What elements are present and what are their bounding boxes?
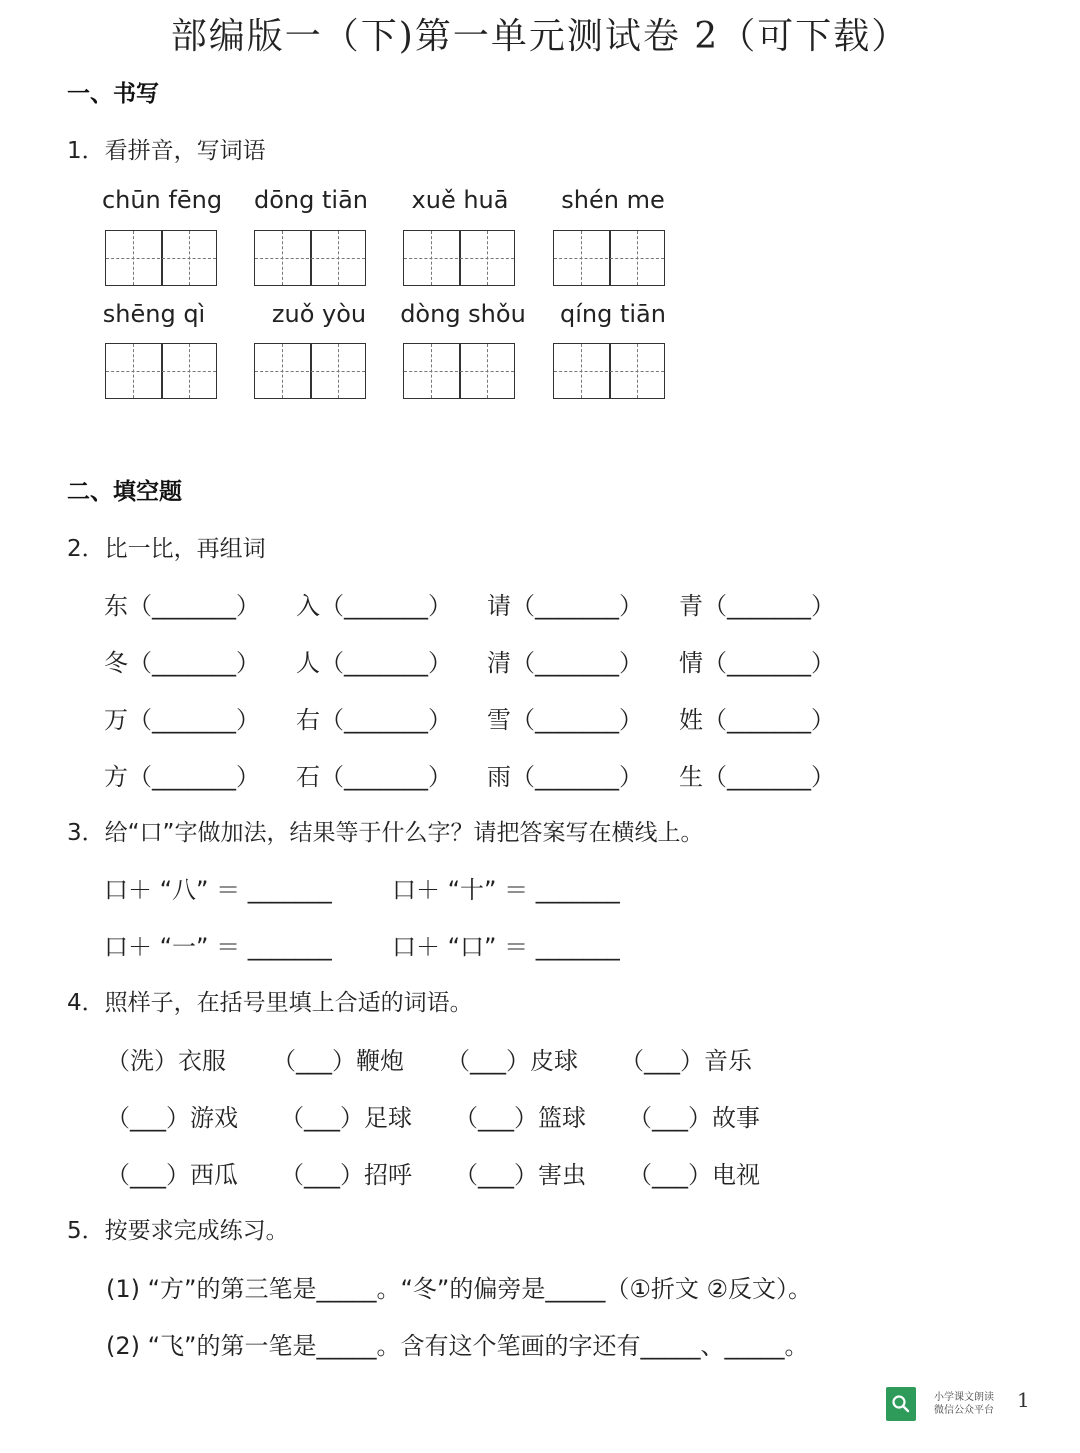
question-2-prompt: 2．比一比，再组词 [67,536,266,562]
addition-item[interactable]: 口＋ “一” ＝ _______ [104,933,332,961]
pinyin-label: dōng tiān [254,186,368,214]
question-3-prompt: 3．给“口”字做加法，结果等于什么字？请把答案写在横线上。 [67,820,704,846]
word-fill-item[interactable]: （___）音乐 [620,1047,752,1075]
word-fill-item[interactable]: （___）故事 [628,1104,760,1132]
wechat-platform-badge [886,1386,1014,1422]
compare-item[interactable]: 姓（_______） [679,706,835,734]
word-fill-item[interactable]: （洗）衣服 [106,1047,226,1075]
compare-item[interactable]: 冬（_______） [104,649,260,677]
tian-grid-box[interactable] [105,230,217,286]
addition-item[interactable]: 口＋ “十” ＝ _______ [392,876,620,904]
question-1-prompt: 1．看拼音，写词语 [67,138,266,164]
compare-item[interactable]: 请（_______） [487,592,643,620]
compare-item[interactable]: 方（_______） [104,763,260,791]
badge-line-1: 小学课文朗读 [934,1392,994,1403]
compare-item[interactable]: 青（_______） [679,592,835,620]
compare-item[interactable]: 入（_______） [296,592,452,620]
word-fill-item[interactable]: （___）电视 [628,1161,760,1189]
tian-grid-box[interactable] [254,343,366,399]
compare-item[interactable]: 万（_______） [104,706,260,734]
compare-item[interactable]: 雨（_______） [487,763,643,791]
pinyin-label: shēng qì [102,300,206,328]
word-fill-item[interactable]: （___）西瓜 [106,1161,238,1189]
question-4-prompt: 4．照样子，在括号里填上合适的词语。 [67,990,473,1016]
section-heading-fill-blank: 二、填空题 [67,479,182,505]
compare-item[interactable]: 雪（_______） [487,706,643,734]
pinyin-label: qíng tiān [560,300,666,328]
pinyin-label: xuě huā [411,186,509,214]
pinyin-label: dòng shǒu [400,300,526,328]
stroke-exercise-item[interactable]: (1) “方”的第三笔是_____。“冬”的偏旁是_____（①折文 ②反文）。 [106,1275,813,1303]
word-fill-item[interactable]: （___）皮球 [446,1047,578,1075]
word-fill-item[interactable]: （___）足球 [280,1104,412,1132]
compare-item[interactable]: 人（_______） [296,649,452,677]
compare-item[interactable]: 东（_______） [104,592,260,620]
compare-item[interactable]: 石（_______） [296,763,452,791]
page-number: 1 [1017,1388,1030,1412]
search-icon [886,1387,916,1421]
section-heading-writing: 一、书写 [67,81,159,107]
badge-line-2: 微信公众平台 [934,1405,994,1416]
tian-grid-box[interactable] [403,343,515,399]
addition-item[interactable]: 口＋ “口” ＝ _______ [392,933,620,961]
tian-grid-box[interactable] [403,230,515,286]
word-fill-item[interactable]: （___）害虫 [454,1161,586,1189]
tian-grid-box[interactable] [553,343,665,399]
stroke-exercise-item[interactable]: (2) “飞”的第一笔是_____。含有这个笔画的字还有_____、_____。 [106,1332,809,1360]
compare-item[interactable]: 右（_______） [296,706,452,734]
word-fill-item[interactable]: （___）招呼 [280,1161,412,1189]
page-title: 部编版一（下)第一单元测试卷 2（可下载） [170,16,910,57]
pinyin-label: zuǒ yòu [271,300,367,328]
pinyin-label: chūn fēng [101,186,223,214]
compare-item[interactable]: 生（_______） [679,763,835,791]
tian-grid-box[interactable] [254,230,366,286]
tian-grid-box[interactable] [553,230,665,286]
pinyin-label: shén me [561,186,665,214]
word-fill-item[interactable]: （___）游戏 [106,1104,238,1132]
question-5-prompt: 5．按要求完成练习。 [67,1218,289,1244]
compare-item[interactable]: 清（_______） [487,649,643,677]
compare-item[interactable]: 情（_______） [679,649,835,677]
word-fill-item[interactable]: （___）鞭炮 [272,1047,404,1075]
tian-grid-box[interactable] [105,343,217,399]
word-fill-item[interactable]: （___）篮球 [454,1104,586,1132]
addition-item[interactable]: 口＋ “八” ＝ _______ [104,876,332,904]
